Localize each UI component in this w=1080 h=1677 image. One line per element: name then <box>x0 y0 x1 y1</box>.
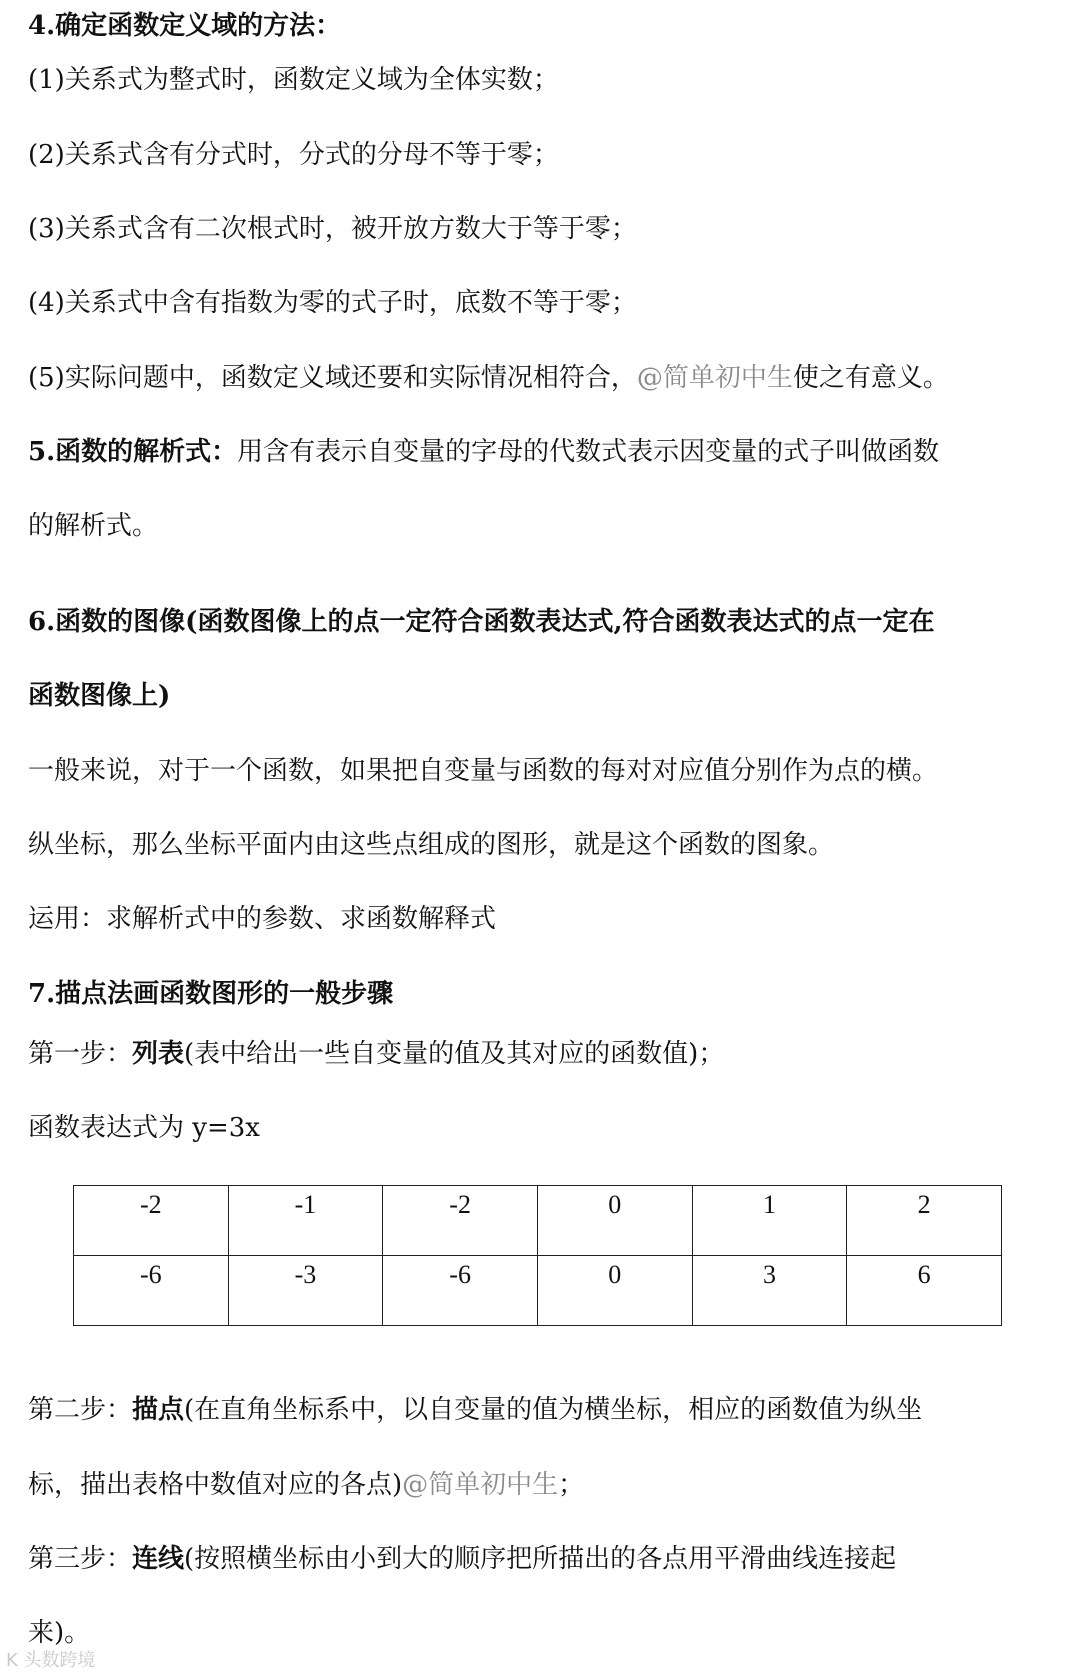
table-row <box>74 1256 1002 1326</box>
section-4-item-2: (2)关系式含有分式时，分式的分母不等于零； <box>28 140 559 170</box>
table-cell: 2 <box>847 1186 1002 1256</box>
step-2-line-1 <box>28 1392 922 1428</box>
section-6-body-2: 纵坐标，那么坐标平面内由这些点组成的图形，就是这个函数的图象。 <box>28 830 835 860</box>
table-cell: 1 <box>692 1186 847 1256</box>
step-1-key: 列表 <box>132 1039 185 1069</box>
watermark-text: @简单初中生 <box>402 1470 559 1500</box>
section-4-item-3: (3)关系式含有二次根式时，被开放方数大于等于零； <box>28 214 637 244</box>
table-cell: -3 <box>228 1256 383 1326</box>
table-cell: -2 <box>383 1186 538 1256</box>
step-2-prefix: 第二步： <box>28 1395 133 1425</box>
step-2-key: 描点 <box>132 1395 185 1425</box>
table-cell: 0 <box>537 1186 692 1256</box>
table-row <box>74 1186 1002 1256</box>
corner-logo: K 头数跨境 <box>6 1650 96 1671</box>
table-cell: -6 <box>74 1256 229 1326</box>
section-4-item-1: (1)关系式为整式时，函数定义域为全体实数； <box>28 65 559 95</box>
step-2-end: ； <box>558 1470 585 1500</box>
section-6-title-1: 6.函数的图像(函数图像上的点一定符合函数表达式,符合函数表达式的点一定在 <box>28 607 935 637</box>
step-2-line-2 <box>28 1467 584 1503</box>
value-table <box>73 1185 1002 1326</box>
section-5-title: 5.函数的解析式： <box>28 437 238 467</box>
watermark-text: @简单初中生 <box>636 363 793 393</box>
table-cell: 3 <box>692 1256 847 1326</box>
section-6-use: 运用：求解析式中的参数、求函数解释式 <box>28 904 497 934</box>
section-5-line-1 <box>28 434 939 470</box>
step-3-line-2: 来)。 <box>28 1618 91 1648</box>
step-1-prefix: 第一步： <box>28 1039 133 1069</box>
step-3-prefix: 第三步： <box>28 1544 133 1574</box>
section-4-title: 4.确定函数定义域的方法： <box>28 11 342 41</box>
step-1-rest: (表中给出一些自变量的值及其对应的函数值)； <box>184 1039 725 1069</box>
table-cell: -1 <box>228 1186 383 1256</box>
step-3-line-1 <box>28 1541 896 1577</box>
step-1 <box>28 1036 724 1072</box>
formula-line: 函数表达式为 y=3x <box>28 1113 260 1143</box>
step-2-rest-2: 标，描出表格中数值对应的各点) <box>28 1470 403 1500</box>
section-7-title: 7.描点法画函数图形的一般步骤 <box>28 979 394 1009</box>
section-4-item-5 <box>28 360 949 396</box>
section-5-body: 用含有表示自变量的字母的代数式表示因变量的式子叫做函数 <box>237 437 940 467</box>
table-cell: 6 <box>847 1256 1002 1326</box>
step-3-key: 连线 <box>132 1544 185 1574</box>
item-5-text-b: 使之有意义。 <box>792 363 949 393</box>
section-4-item-4: (4)关系式中含有指数为零的式子时，底数不等于零； <box>28 288 637 318</box>
table-cell: 0 <box>537 1256 692 1326</box>
step-2-rest: (在直角坐标系中，以自变量的值为横坐标，相应的函数值为纵坐 <box>184 1395 923 1425</box>
section-6-title-2: 函数图像上) <box>28 681 171 711</box>
item-5-text-a: (5)实际问题中，函数定义域还要和实际情况相符合， <box>28 363 637 393</box>
section-6-body-1: 一般来说，对于一个函数，如果把自变量与函数的每对对应值分别作为点的横。 <box>28 756 939 786</box>
step-3-rest: (按照横坐标由小到大的顺序把所描出的各点用平滑曲线连接起 <box>184 1544 897 1574</box>
table-cell: -6 <box>383 1256 538 1326</box>
section-5-line-2: 的解析式。 <box>28 511 159 541</box>
table-cell: -2 <box>74 1186 229 1256</box>
